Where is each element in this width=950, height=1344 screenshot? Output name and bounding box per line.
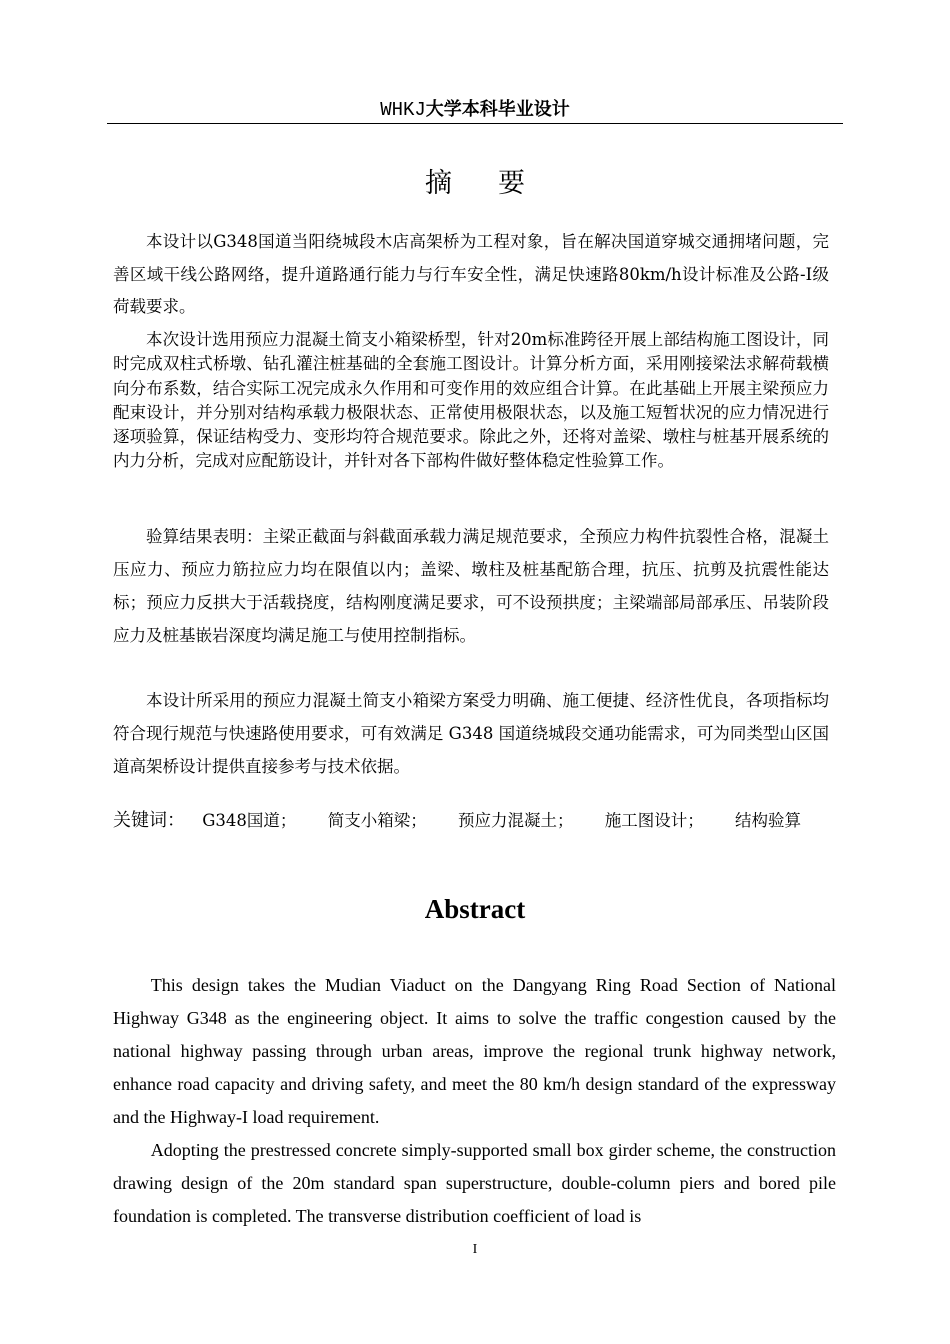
keywords-label: 关键词： [113,810,185,831]
paragraph-text: Adopting the prestressed concrete simply-supported small box girder scheme, the construction drawing design of the 20m standard span superstructure, double-column piers and bored pile foundation is completed. The transverse distribution coefficient of load is [113,1140,836,1226]
keyword-item: 施工图设计； [604,811,704,830]
abstract-en-paragraph-2 [113,1134,836,1233]
abstract-cn-title: 摘要 [425,168,571,199]
keyword-item: 预应力混凝土； [457,811,574,830]
running-header [107,96,843,123]
abstract-cn-paragraph-3 [113,520,829,652]
paragraph-text: 本设计以G348国道当阳绕城段木店高架桥为工程对象，旨在解决国道穿城交通拥堵问题，完善区域干线公路网络，提升道路通行能力与行车安全性，满足快速路80km/h设计标准及公路-I级荷载要求。 [113,232,829,316]
header-code: WHKJ [380,99,426,121]
paragraph-text: 验算结果表明：主梁正截面与斜截面承载力满足规范要求，全预应力构件抗裂性合格，混凝土压应力、预应力筋拉应力均在限值以内；盖梁、墩柱及桩基配筋合理，抗压、抗剪及抗震性能达标；预应力反拱大于活载挠度，结构刚度满足要求，可不设预拱度；主梁端部局部承压、吊装阶段应力及桩基嵌岩深度均满足施工与使用控制指标。 [113,527,829,645]
abstract-en-paragraph-1 [113,969,836,1134]
abstract-cn-paragraph-2 [113,328,829,474]
keyword-item: 结构验算 [734,811,801,830]
page-number: I [472,1242,478,1257]
paragraph-text: This design takes the Mudian Viaduct on the Dangyang Ring Road Section of National Highway G348 as the engineering object. It aims to solve the traffic congestion caused by the national highway passing through urban areas, improve the regional trunk highway network, enhance road capacity and driving safety, and meet the 80 km/h design standard of the expressway and the Highway-I load requirement. [113,975,836,1127]
header-title: 大学本科毕业设计 [425,99,570,120]
abstract-cn-paragraph-4 [113,684,829,783]
paragraph-text: 本设计所采用的预应力混凝土简支小箱梁方案受力明确、施工便捷、经济性优良，各项指标均符合现行规范与快速路使用要求，可有效满足 G348 国道绕城段交通功能需求，可为同类型山区国道高架桥设计提供直接参考与技术依据。 [113,691,829,776]
paragraph-text: 本次设计选用预应力混凝土简支小箱梁桥型，针对20m标准跨径开展上部结构施工图设计，同时完成双柱式桥墩、钻孔灌注桩基础的全套施工图设计。计算分析方面，采用刚接梁法求解荷载横向分布系数，结合实际工况完成永久作用和可变作用的效应组合计算。在此基础上开展主梁预应力配束设计，并分别对结构承载力极限状态、正常使用极限状态，以及施工短暂状况的应力情况进行逐项验算，保证结构受力、变形均符合规范要求。除此之外，还将对盖梁、墩柱与桩基开展系统的内力分析，完成对应配筋设计，并针对各下部构件做好整体稳定性验算工作。 [113,330,829,471]
header-rule [107,123,843,124]
keywords-line [113,807,833,835]
abstract-en-title: Abstract [424,894,526,924]
keyword-item: G348国道； [202,811,297,830]
keyword-item: 简支小箱梁； [327,811,427,830]
abstract-cn-paragraph-1 [113,226,829,324]
